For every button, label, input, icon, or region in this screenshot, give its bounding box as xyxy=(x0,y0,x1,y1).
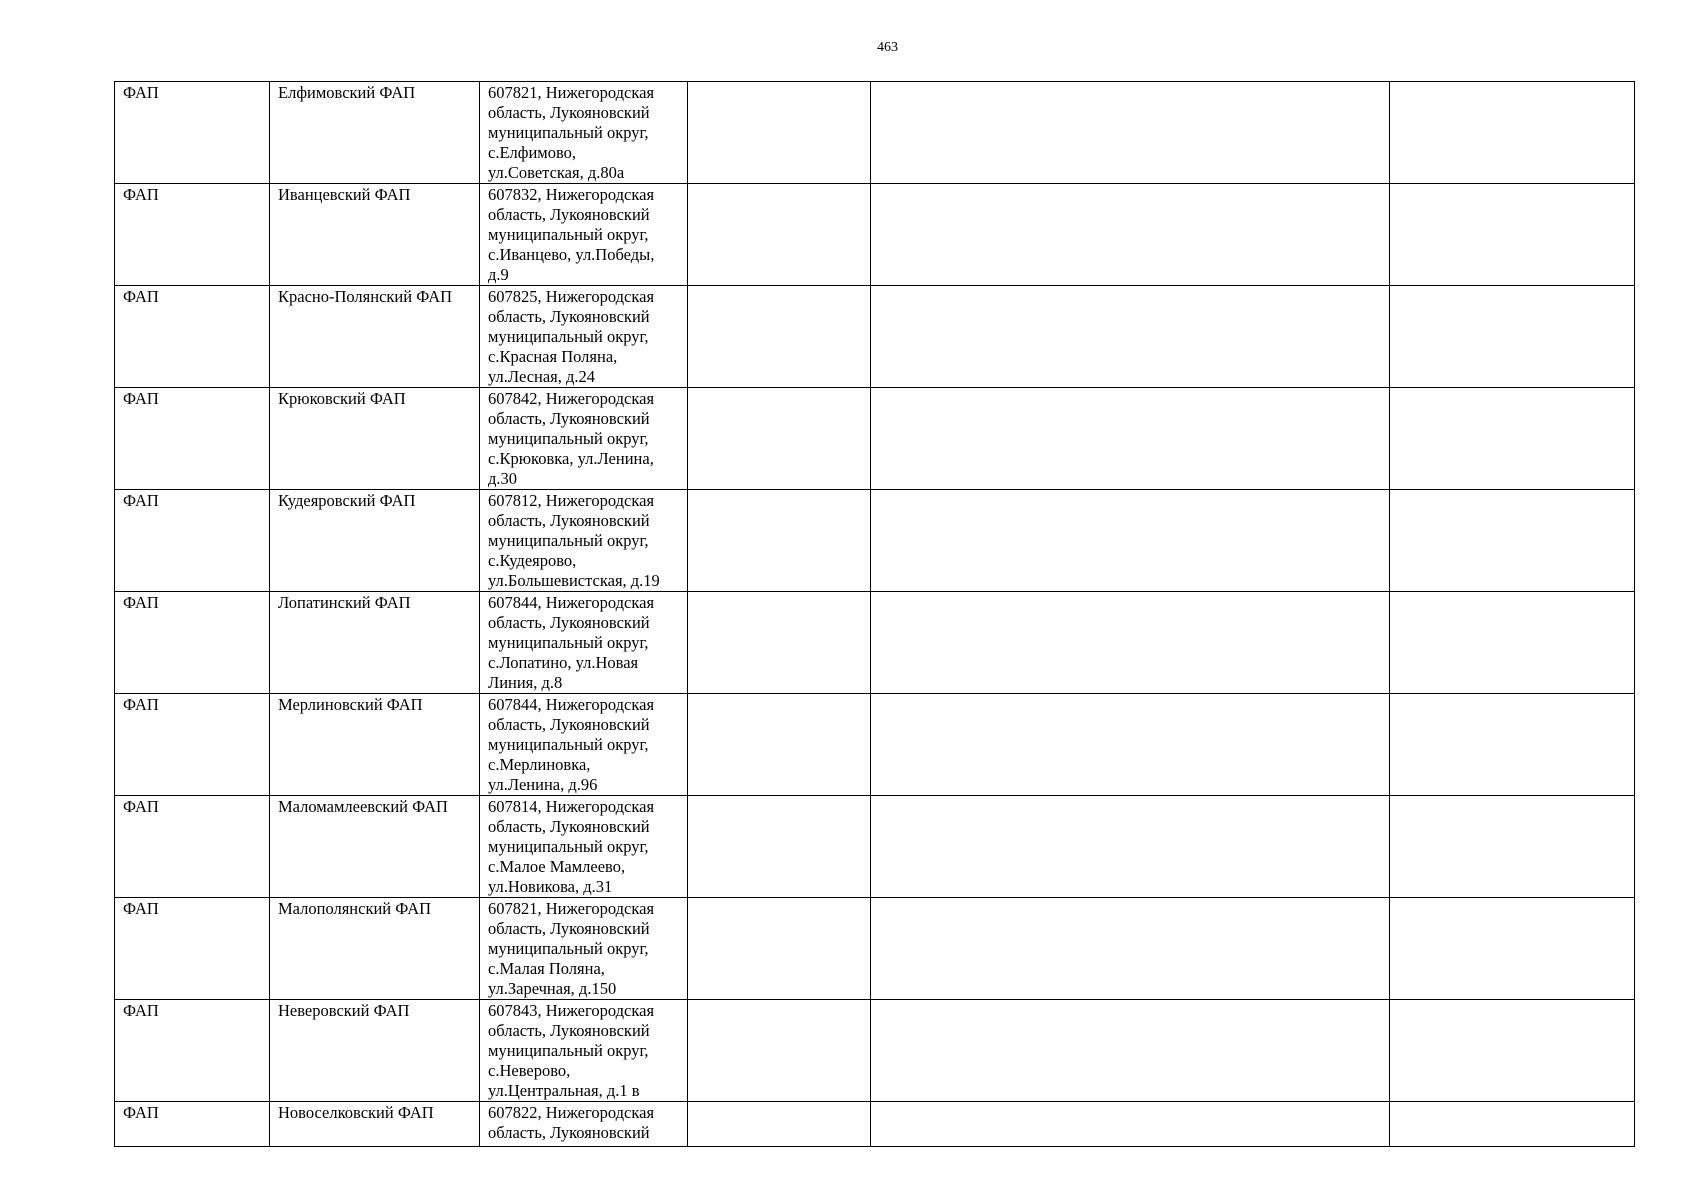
facility-address-cell xyxy=(480,184,688,286)
address-line: ул.Новикова, д.31 xyxy=(488,877,613,896)
table-row xyxy=(115,388,1635,490)
address-line: муниципальный округ, xyxy=(488,327,649,346)
address-line: ул.Ленина, д.96 xyxy=(488,775,598,794)
address-line: с.Лопатино, ул.Новая xyxy=(488,653,639,672)
page-number: 463 xyxy=(877,40,898,55)
address-line: с.Мерлиновка, xyxy=(488,755,591,774)
table-row xyxy=(115,1000,1635,1102)
facility-type-cell: ФАП xyxy=(115,82,270,184)
address-line: область, Лукояновский xyxy=(488,919,650,938)
empty-cell-col4 xyxy=(688,1000,871,1102)
facility-type-cell: ФАП xyxy=(115,592,270,694)
address-line: с.Кудеярово, xyxy=(488,551,577,570)
table-row xyxy=(115,286,1635,388)
facility-name-cell: Иванцевский ФАП xyxy=(270,184,480,286)
facility-name-cell: Елфимовский ФАП xyxy=(270,82,480,184)
table-row xyxy=(115,184,1635,286)
address-line: 607825, Нижегородская xyxy=(488,287,655,306)
address-line: Линия, д.8 xyxy=(488,673,563,692)
address-line: муниципальный округ, xyxy=(488,429,649,448)
table-row xyxy=(115,490,1635,592)
facility-type-cell: ФАП xyxy=(115,1000,270,1102)
address-line: с.Неверово, xyxy=(488,1061,571,1080)
empty-cell-col6 xyxy=(1390,694,1635,796)
facility-name-cell: Лопатинский ФАП xyxy=(270,592,480,694)
table-row xyxy=(115,694,1635,796)
facility-address-cell xyxy=(480,694,688,796)
address-line: с.Красная Поляна, xyxy=(488,347,618,366)
address-line: с.Малое Мамлеево, xyxy=(488,857,626,876)
empty-cell-col6 xyxy=(1390,1102,1635,1147)
facility-address-cell xyxy=(480,1102,688,1147)
table-body xyxy=(115,82,1635,1147)
address-line: область, Лукояновский xyxy=(488,817,650,836)
facility-type-cell: ФАП xyxy=(115,694,270,796)
empty-cell-col6 xyxy=(1390,286,1635,388)
empty-cell-col4 xyxy=(688,796,871,898)
address-line: 607812, Нижегородская xyxy=(488,491,655,510)
address-line: д.30 xyxy=(488,469,518,488)
facility-address-cell xyxy=(480,592,688,694)
facility-address-cell xyxy=(480,1000,688,1102)
empty-cell-col6 xyxy=(1390,1000,1635,1102)
empty-cell-col5 xyxy=(871,286,1390,388)
facility-type-cell: ФАП xyxy=(115,1102,270,1147)
address-line: 607844, Нижегородская xyxy=(488,695,655,714)
facility-type-cell: ФАП xyxy=(115,796,270,898)
address-line: 607814, Нижегородская xyxy=(488,797,655,816)
address-line: муниципальный округ, xyxy=(488,531,649,550)
address-line: с.Елфимово, xyxy=(488,143,577,162)
address-line: ул.Большевистская, д.19 xyxy=(488,571,660,590)
empty-cell-col5 xyxy=(871,490,1390,592)
address-line: область, Лукояновский xyxy=(488,205,650,224)
empty-cell-col5 xyxy=(871,898,1390,1000)
facility-name-cell: Мерлиновский ФАП xyxy=(270,694,480,796)
address-line: с.Крюковка, ул.Ленина, xyxy=(488,449,654,468)
address-line: муниципальный округ, xyxy=(488,123,649,142)
empty-cell-col6 xyxy=(1390,898,1635,1000)
address-line: с.Иванцево, ул.Победы, xyxy=(488,245,655,264)
empty-cell-col4 xyxy=(688,1102,871,1147)
address-line: ул.Советская, д.80а xyxy=(488,163,625,182)
empty-cell-col5 xyxy=(871,1102,1390,1147)
facility-address-cell xyxy=(480,490,688,592)
address-line: муниципальный округ, xyxy=(488,939,649,958)
empty-cell-col5 xyxy=(871,694,1390,796)
empty-cell-col5 xyxy=(871,184,1390,286)
table-row xyxy=(115,82,1635,184)
address-line: муниципальный округ, xyxy=(488,1041,649,1060)
empty-cell-col6 xyxy=(1390,184,1635,286)
address-line: муниципальный округ, xyxy=(488,225,649,244)
facility-address-cell xyxy=(480,286,688,388)
facility-type-cell: ФАП xyxy=(115,286,270,388)
facility-name-cell: Новоселковский ФАП xyxy=(270,1102,480,1147)
empty-cell-col6 xyxy=(1390,592,1635,694)
facility-name-cell: Малополянский ФАП xyxy=(270,898,480,1000)
address-line: муниципальный округ, xyxy=(488,837,649,856)
facility-name-cell: Красно-Полянский ФАП xyxy=(270,286,480,388)
address-line: с.Малая Поляна, xyxy=(488,959,605,978)
table-row xyxy=(115,1102,1635,1147)
table-row xyxy=(115,898,1635,1000)
address-line: 607821, Нижегородская xyxy=(488,83,655,102)
empty-cell-col6 xyxy=(1390,490,1635,592)
empty-cell-col5 xyxy=(871,592,1390,694)
address-line: 607822, Нижегородская xyxy=(488,1103,655,1122)
empty-cell-col5 xyxy=(871,796,1390,898)
address-line: 607842, Нижегородская xyxy=(488,389,655,408)
empty-cell-col4 xyxy=(688,286,871,388)
table-row xyxy=(115,796,1635,898)
address-line: область, Лукояновский xyxy=(488,307,650,326)
facility-name-cell: Крюковский ФАП xyxy=(270,388,480,490)
address-line: 607843, Нижегородская xyxy=(488,1001,655,1020)
facility-address-cell xyxy=(480,388,688,490)
facility-name-cell: Маломамлеевский ФАП xyxy=(270,796,480,898)
facility-name-cell: Неверовский ФАП xyxy=(270,1000,480,1102)
address-line: муниципальный округ, xyxy=(488,735,649,754)
empty-cell-col6 xyxy=(1390,796,1635,898)
facility-address-cell xyxy=(480,898,688,1000)
empty-cell-col4 xyxy=(688,184,871,286)
empty-cell-col5 xyxy=(871,1000,1390,1102)
facility-address-cell xyxy=(480,796,688,898)
facility-table xyxy=(114,81,1635,1147)
address-line: область, Лукояновский xyxy=(488,511,650,530)
address-line: область, Лукояновский xyxy=(488,1123,650,1142)
empty-cell-col4 xyxy=(688,592,871,694)
empty-cell-col4 xyxy=(688,490,871,592)
empty-cell-col4 xyxy=(688,82,871,184)
address-line: 607844, Нижегородская xyxy=(488,593,655,612)
table-row xyxy=(115,592,1635,694)
address-line: 607821, Нижегородская xyxy=(488,899,655,918)
address-line: область, Лукояновский xyxy=(488,1021,650,1040)
address-line: д.9 xyxy=(488,265,509,284)
address-line: 607832, Нижегородская xyxy=(488,185,655,204)
address-line: область, Лукояновский xyxy=(488,613,650,632)
empty-cell-col6 xyxy=(1390,388,1635,490)
facility-address-cell xyxy=(480,82,688,184)
address-line: область, Лукояновский xyxy=(488,103,650,122)
facility-name-cell: Кудеяровский ФАП xyxy=(270,490,480,592)
empty-cell-col4 xyxy=(688,388,871,490)
empty-cell-col4 xyxy=(688,898,871,1000)
empty-cell-col4 xyxy=(688,694,871,796)
empty-cell-col5 xyxy=(871,388,1390,490)
address-line: область, Лукояновский xyxy=(488,409,650,428)
facility-type-cell: ФАП xyxy=(115,490,270,592)
empty-cell-col5 xyxy=(871,82,1390,184)
address-line: муниципальный округ, xyxy=(488,633,649,652)
empty-cell-col6 xyxy=(1390,82,1635,184)
facility-type-cell: ФАП xyxy=(115,184,270,286)
address-line: область, Лукояновский xyxy=(488,715,650,734)
address-line: ул.Лесная, д.24 xyxy=(488,367,596,386)
address-line: ул.Центральная, д.1 в xyxy=(488,1081,640,1100)
facility-type-cell: ФАП xyxy=(115,898,270,1000)
address-line: ул.Заречная, д.150 xyxy=(488,979,617,998)
facility-type-cell: ФАП xyxy=(115,388,270,490)
